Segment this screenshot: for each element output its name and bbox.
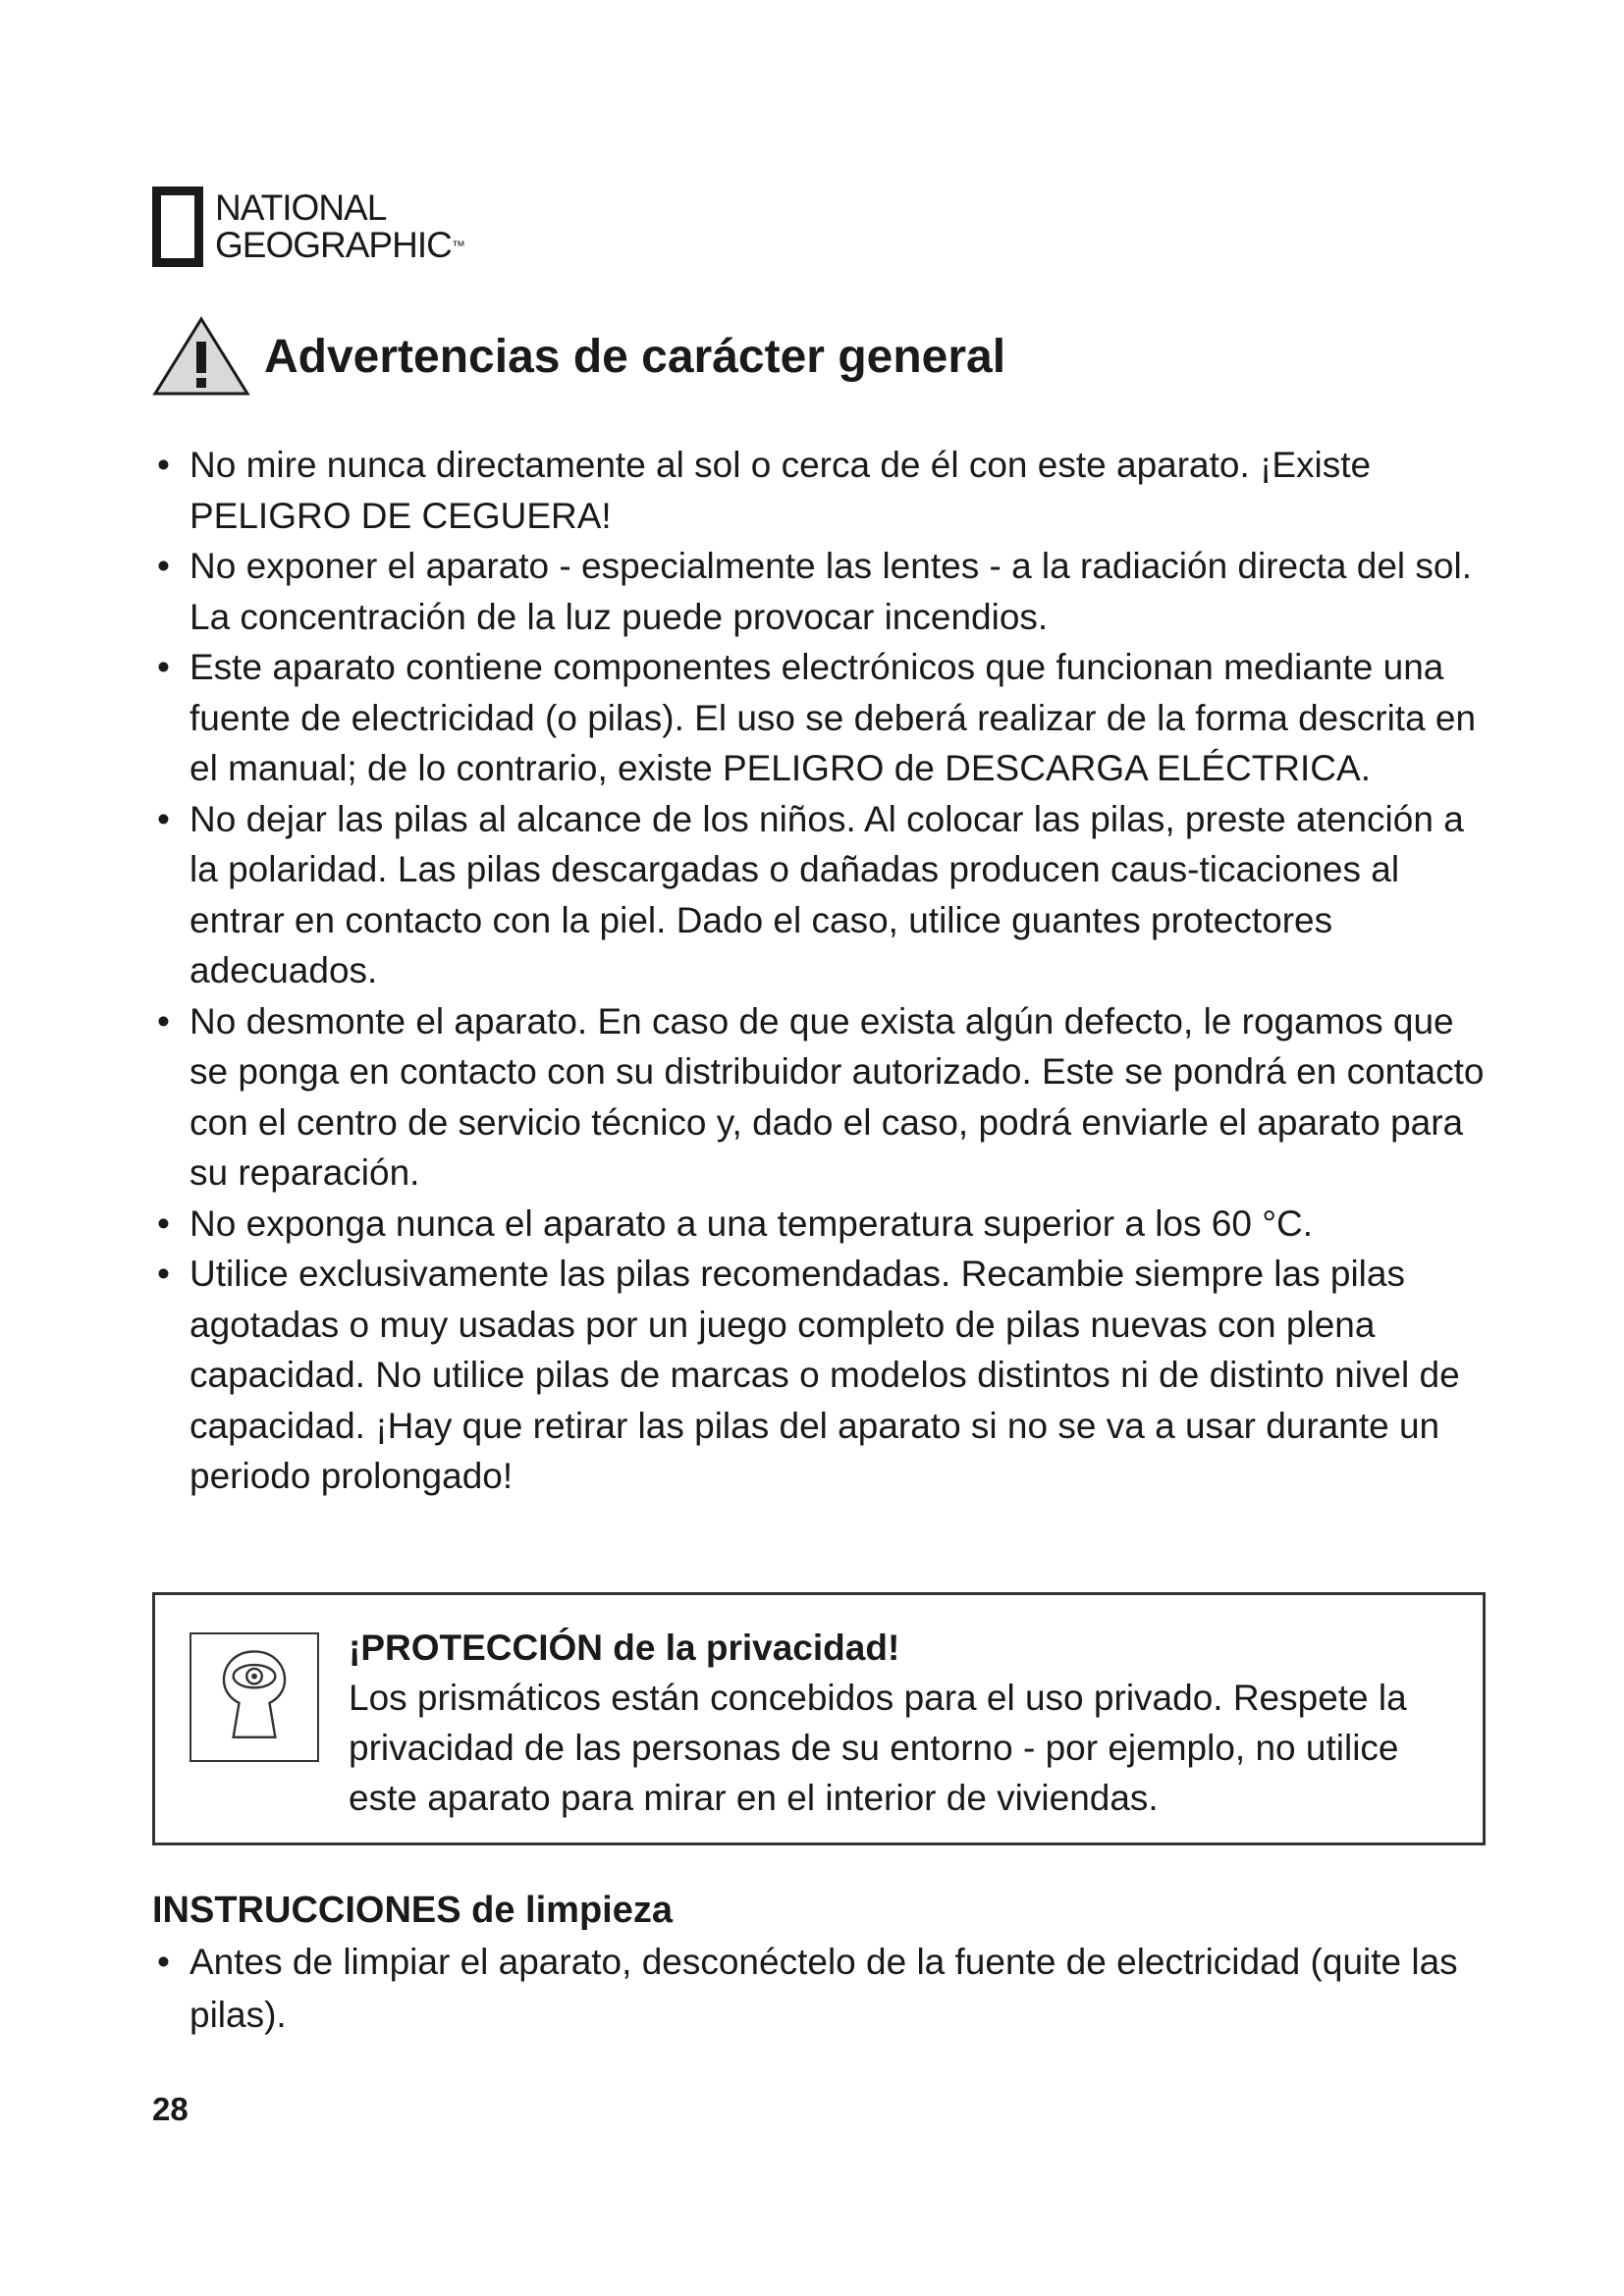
national-geographic-logo xyxy=(152,187,464,267)
warning-item: • No desmonte el aparato. En caso de que exista algún defecto, le rogamos que se ponga en contacto con su distribuidor autorizado. Este se pondrá en contacto con el centro de servicio técnico y, dado el caso, podrá enviarle el aparato para su reparación. xyxy=(157,996,1492,1199)
warning-item: • Este aparato contiene componentes electrónicos que funcionan mediante una fuente de electricidad (o pilas). El uso se deberá realizar de la forma descrita en el manual; de lo contrario, existe PELIGRO de DESCARGA ELÉCTRICA. xyxy=(157,642,1492,794)
warning-item: • No mire nunca directamente al sol o cerca de él con este aparato. ¡Existe PELIGRO DE CEGUERA! xyxy=(157,440,1492,541)
warning-triangle-icon xyxy=(152,316,250,397)
privacy-title: ¡PROTECCIÓN de la privacidad! xyxy=(349,1628,900,1668)
warning-item: • No exponga nunca el aparato a una temperatura superior a los 60 °C. xyxy=(157,1199,1492,1250)
privacy-body: Los prismáticos están concebidos para el uso privado. Respete la privacidad de las personas de su entorno - por ejemplo, no utilice este aparato para mirar en el interior de viviendas. xyxy=(349,1678,1407,1818)
cleaning-list xyxy=(157,1936,1492,2042)
warning-item: • No dejar las pilas al alcance de los niños. Al colocar las pilas, preste atención a la polaridad. Las pilas descargadas o dañadas producen caus-ticaciones al entrar en contacto con la piel. Dado el caso, utilice guantes protectores adecuados. xyxy=(157,794,1492,996)
warning-item: • No exponer el aparato - especialmente las lentes - a la radiación directa del sol. La concentración de la luz puede provocar incendios. xyxy=(157,541,1492,642)
privacy-notice-box xyxy=(152,1592,1486,1845)
privacy-text xyxy=(349,1623,1458,1823)
trademark-symbol: ™ xyxy=(451,238,464,253)
logo-rectangle-icon xyxy=(152,187,203,267)
warning-item: • Utilice exclusivamente las pilas recomendadas. Recambie siempre las pilas agotadas o muy usadas por un juego completo de pilas nuevas con plena capacidad. No utilice pilas de marcas o modelos distintos ni de distinto nivel de capacidad. ¡Hay que retirar las pilas del aparato si no se va a usar durante un periodo prolongado! xyxy=(157,1249,1492,1502)
logo-wordmark xyxy=(215,189,464,264)
page-title: Advertencias de carácter general xyxy=(264,330,1006,383)
page-number: 28 xyxy=(152,2091,189,2127)
cleaning-title: INSTRUCCIONES de limpieza xyxy=(152,1890,673,1931)
section-heading xyxy=(152,316,1005,397)
logo-line-1: NATIONAL xyxy=(215,187,387,228)
cleaning-item: • Antes de limpiar el aparato, desconéctelo de la fuente de electricidad (quite las pilas). xyxy=(157,1936,1492,2042)
warnings-list xyxy=(157,440,1492,1502)
logo-line-2: GEOGRAPHIC™ xyxy=(215,225,464,265)
privacy-eye-keyhole-icon xyxy=(189,1632,319,1762)
